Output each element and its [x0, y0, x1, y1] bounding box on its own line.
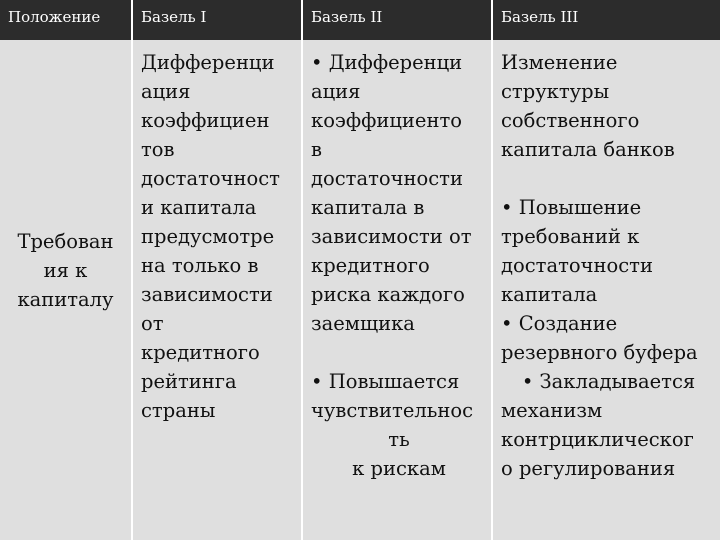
- basel-1-line: кредитного: [141, 341, 260, 364]
- basel-2-line: • Дифференци: [311, 51, 463, 74]
- basel-1-line: тов: [141, 138, 175, 161]
- basel-2-line: зависимости от: [311, 225, 472, 248]
- basel-3-line: требований к: [501, 225, 640, 248]
- basel-3-line: о регулирования: [501, 457, 676, 480]
- basel-3-line: • Создание: [501, 312, 618, 335]
- basel-2-line: • Повышается: [311, 370, 460, 393]
- basel-3-line: капитала: [501, 283, 598, 306]
- basel-1-line: рейтинга: [141, 370, 237, 393]
- basel-2-line: достаточности: [311, 167, 463, 190]
- basel-3-line: капитала банков: [501, 138, 675, 161]
- basel-3-cell: [492, 40, 720, 540]
- row-header-line: капиталу: [17, 287, 114, 311]
- basel-3-line: резервного буфера: [501, 341, 698, 364]
- basel-2-line: риска каждого: [311, 283, 465, 306]
- basel-1-line: зависимости: [141, 283, 273, 306]
- basel-3-line: достаточности: [501, 254, 653, 277]
- basel-2-line: в: [311, 138, 322, 161]
- basel-1-line: на только в: [141, 254, 259, 277]
- basel-2-line: капитала в: [311, 196, 425, 219]
- capital-requirements-row: [0, 40, 720, 540]
- basel-3-line: • Повышение: [501, 196, 642, 219]
- paragraph-gap: [311, 338, 487, 367]
- header-basel-2: Базель II: [302, 0, 492, 40]
- basel-1-line: ация: [141, 80, 191, 103]
- basel-3-line: • Закладывается: [521, 370, 696, 393]
- row-header-capital-requirements: [0, 40, 132, 540]
- basel-2-line: кредитного: [311, 254, 430, 277]
- basel-2-line: к рискам: [352, 457, 446, 480]
- header-row: [0, 0, 720, 40]
- basel-3-line: механизм: [501, 399, 603, 422]
- row-header-line: ия к: [43, 258, 88, 282]
- basel-1-line: от: [141, 312, 164, 335]
- basel-1-line: достаточност: [141, 167, 280, 190]
- basel-1-line: страны: [141, 399, 216, 422]
- basel-1-line: предусмотре: [141, 225, 275, 248]
- basel-2-line: ть: [388, 428, 410, 451]
- basel-2-line: ация: [311, 80, 361, 103]
- basel-2-line: чувствительнос: [311, 399, 474, 422]
- basel-1-line: и капитала: [141, 196, 257, 219]
- header-basel-1: Базель I: [132, 0, 302, 40]
- basel-2-line: коэффициенто: [311, 109, 462, 132]
- header-basel-3: Базель III: [492, 0, 720, 40]
- header-position: Положение: [0, 0, 132, 40]
- basel-1-line: коэффициен: [141, 109, 270, 132]
- basel-1-line: Дифференци: [141, 51, 275, 74]
- basel-1-cell: [132, 40, 302, 540]
- basel-3-line: Изменение: [501, 51, 618, 74]
- basel-3-line: собственного: [501, 109, 640, 132]
- basel-3-line: контрциклическог: [501, 428, 694, 451]
- basel-3-line: структуры: [501, 80, 610, 103]
- basel-2-cell: [302, 40, 492, 540]
- row-header-line: Требован: [17, 229, 114, 253]
- basel-2-line: заемщика: [311, 312, 415, 335]
- paragraph-gap: [501, 164, 716, 193]
